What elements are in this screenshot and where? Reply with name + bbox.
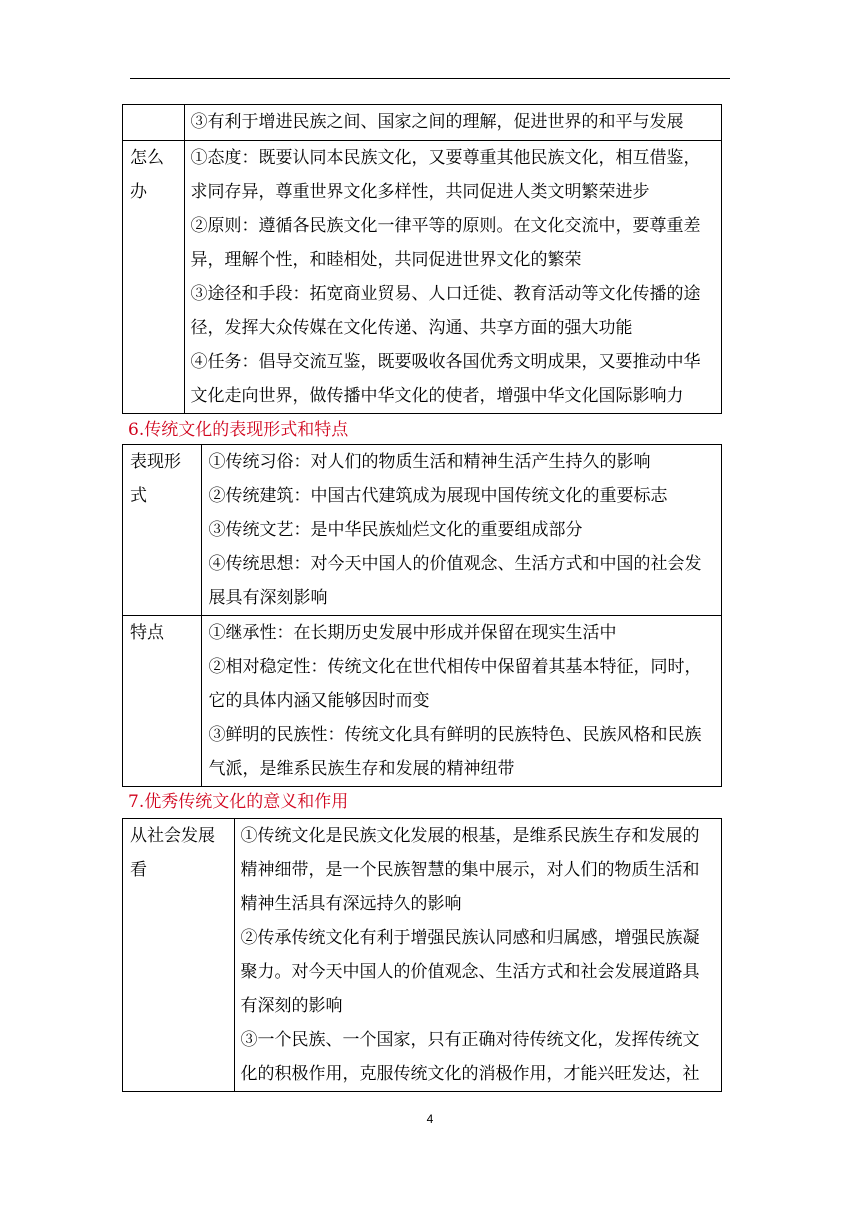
content-line: 异，理解个性，和睦相处，共同促进世界文化的繁荣 (190, 250, 582, 270)
header-rule (130, 78, 730, 79)
page-number: 4 (426, 1112, 434, 1126)
content-line: 聚力。对今天中国人的价值观念、生活方式和社会发展道路具 (240, 962, 700, 982)
content-line: ③传统文艺：是中华民族灿烂文化的重要组成部分 (208, 520, 583, 540)
label-line: 特点 (130, 623, 164, 643)
content-line: ①继承性：在长期历史发展中形成并保留在现实生活中 (208, 623, 617, 643)
row-content (184, 141, 721, 414)
content-line: 有深刻的影响 (240, 996, 343, 1016)
label-line: 表现形 (130, 452, 181, 472)
content-line: ③一个民族、一个国家，只有正确对待传统文化，发挥传统文 (240, 1030, 700, 1050)
row-content (234, 819, 721, 1092)
table-row (123, 616, 722, 787)
content-line: 径，发挥大众传媒在文化传递、沟通、共享方面的强大功能 (190, 318, 633, 338)
content-line: 展具有深刻影响 (208, 588, 328, 608)
content-line: 化的积极作用，克服传统文化的消极作用，才能兴旺发达，社 (240, 1064, 700, 1084)
content-line: ①传统文化是民族文化发展的根基，是维系民族生存和发展的 (240, 826, 700, 846)
content-line: ④传统思想：对今天中国人的价值观念、生活方式和中国的社会发 (208, 554, 702, 574)
content-line: ②相对稳定性：传统文化在世代相传中保留着其基本特征，同时， (208, 657, 702, 677)
content-line: ③鲜明的民族性：传统文化具有鲜明的民族特色、民族风格和民族 (208, 725, 702, 745)
row-content (202, 616, 722, 787)
content-line: 它的具体内涵又能够因时而变 (208, 691, 430, 711)
content-line: ②传统建筑：中国古代建筑成为展现中国传统文化的重要标志 (208, 486, 668, 506)
section-title-6: 6.传统文化的表现形式和特点 (128, 420, 349, 440)
row-label-how (123, 141, 185, 414)
content-line: ②原则：遵循各民族文化一律平等的原则。在文化交流中，要尊重差 (190, 216, 701, 236)
content-line: 气派，是维系民族生存和发展的精神纽带 (208, 759, 515, 779)
row-content (202, 445, 722, 616)
row-content (184, 105, 721, 141)
table-5-continued (122, 104, 722, 414)
row-label-features (123, 616, 202, 787)
table-row (123, 445, 722, 616)
content-line: ③途径和手段：拓宽商业贸易、人口迁徙、教育活动等文化传播的途 (190, 284, 701, 304)
label-line: 从社会发展 (130, 826, 215, 846)
content-line: ③有利于增进民族之间、国家之间的理解，促进世界的和平与发展 (190, 112, 684, 132)
row-label-forms (123, 445, 202, 616)
label-line: 式 (130, 486, 147, 506)
label-line: 怎么 (130, 148, 164, 168)
table-7 (122, 818, 722, 1092)
table-row (123, 105, 722, 141)
section-title-7: 7.优秀传统文化的意义和作用 (128, 792, 349, 812)
content-line: 精神细带，是一个民族智慧的集中展示，对人们的物质生活和 (240, 860, 700, 880)
content-line: ②传承传统文化有利于增强民族认同感和归属感，增强民族凝 (240, 928, 700, 948)
content-line: ①传统习俗：对人们的物质生活和精神生活产生持久的影响 (208, 452, 651, 472)
label-line: 办 (130, 182, 147, 202)
label-line: 看 (130, 860, 147, 880)
content-line: 求同存异，尊重世界文化多样性，共同促进人类文明繁荣进步 (190, 182, 650, 202)
content-line: 精神生活具有深远持久的影响 (240, 894, 462, 914)
content-line: ①态度：既要认同本民族文化，又要尊重其他民族文化，相互借鉴， (190, 148, 701, 168)
content-line: ④任务：倡导交流互鉴，既要吸收各国优秀文明成果，又要推动中华 (190, 352, 701, 372)
table-6 (122, 444, 722, 787)
row-label-empty (123, 105, 185, 141)
table-row (123, 141, 722, 414)
content-line: 文化走向世界，做传播中华文化的使者，增强中华文化国际影响力 (190, 386, 684, 406)
table-row (123, 819, 722, 1092)
row-label-social (123, 819, 235, 1092)
